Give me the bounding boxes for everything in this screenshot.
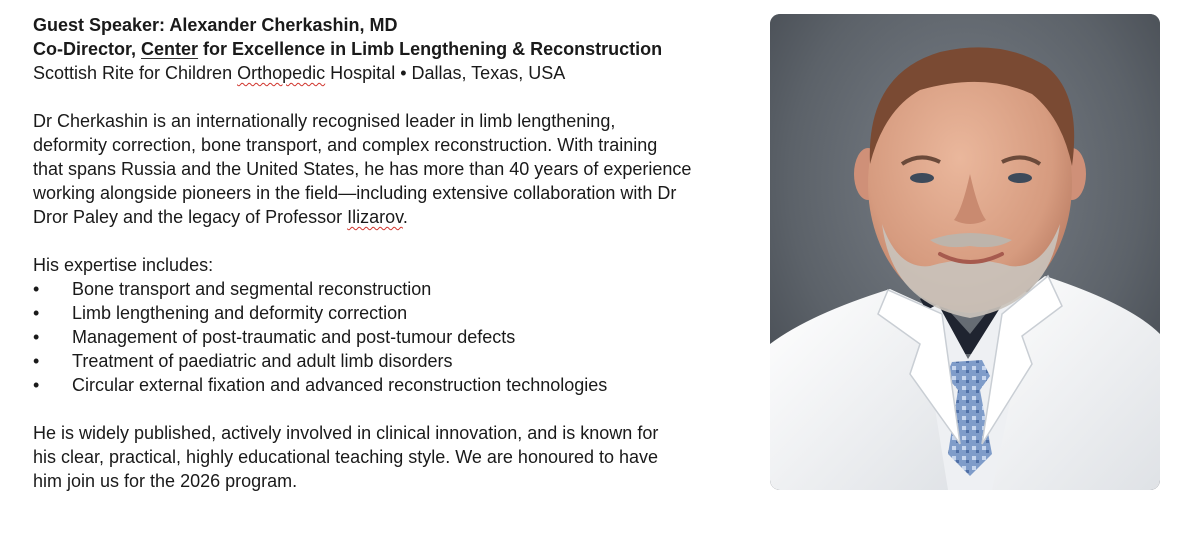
title-center-word: Center (141, 39, 199, 59)
list-item (33, 277, 753, 301)
closing-line: his clear, practical, highly educational teaching style. We are honoured to have (33, 447, 659, 467)
list-item-text: Management of post-traumatic and post-tumour defects (72, 327, 516, 347)
eye-left (910, 173, 934, 183)
bio-line: working alongside pioneers in the field—including extensive collaboration with Dr (33, 183, 677, 203)
bio-last-line (33, 205, 753, 229)
bullet-icon: • (33, 375, 40, 395)
hospital-flagged-word: Orthopedic (237, 63, 326, 83)
bullet-icon: • (33, 351, 40, 371)
bullet-icon: • (33, 303, 40, 323)
list-item (33, 349, 753, 373)
speaker-title (33, 37, 753, 61)
title-rest: for Excellence in Limb Lengthening & Reconstruction (198, 39, 663, 59)
portrait-illustration (770, 14, 1160, 490)
expertise-list (33, 277, 753, 397)
spacer (33, 85, 753, 109)
guest-speaker-heading: Guest Speaker: Alexander Cherkashin, MD (33, 15, 398, 35)
list-item-text: Limb lengthening and deformity correction (72, 303, 408, 323)
spacer (33, 397, 753, 421)
list-item (33, 301, 753, 325)
closing-line: him join us for the 2026 program. (33, 471, 298, 491)
list-item (33, 373, 753, 397)
spacer (33, 229, 753, 253)
speaker-portrait (770, 14, 1160, 490)
hospital-prefix: Scottish Rite for Children (33, 63, 238, 83)
expertise-heading: His expertise includes: (33, 255, 214, 275)
bio-line: that spans Russia and the United States, he has more than 40 years of experience (33, 159, 692, 179)
eye-right (1008, 173, 1032, 183)
title-prefix: Co-Director, (33, 39, 142, 59)
bullet-icon: • (33, 279, 40, 299)
list-item (33, 325, 753, 349)
list-item-text: Bone transport and segmental reconstruction (72, 279, 432, 299)
speaker-text-block (33, 13, 753, 493)
bullet-icon: • (33, 327, 40, 347)
list-item-text: Circular external fixation and advanced reconstruction technologies (72, 375, 608, 395)
list-item-text: Treatment of paediatric and adult limb disorders (72, 351, 453, 371)
bio-line: deformity correction, bone transport, and complex reconstruction. With training (33, 135, 658, 155)
bio-last-suffix: . (402, 207, 408, 227)
hospital-rest: Hospital • Dallas, Texas, USA (325, 63, 566, 83)
hospital-line (33, 61, 753, 85)
bio-last-prefix: Dror Paley and the legacy of Professor (33, 207, 348, 227)
bio-flagged-word: Ilizarov (347, 207, 403, 227)
bio-line: Dr Cherkashin is an internationally recognised leader in limb lengthening, (33, 111, 616, 131)
closing-line: He is widely published, actively involved in clinical innovation, and is known for (33, 423, 659, 443)
